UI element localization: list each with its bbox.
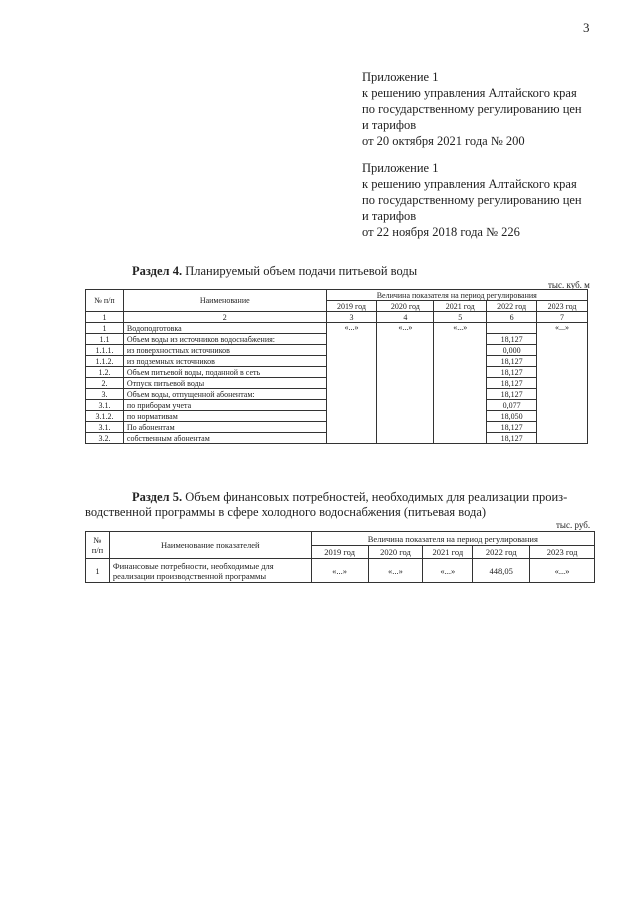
s5-head-2023: 2023 год (530, 546, 595, 559)
s5-head-2019: 2019 год (311, 546, 368, 559)
section4-table (85, 289, 588, 444)
s5-row-2019: «...» (311, 559, 368, 583)
row-num: 1.1.1. (86, 345, 124, 356)
row-num: 1.1.2. (86, 356, 124, 367)
row-name: из подземных источников (123, 356, 326, 367)
appendix-original-line5: от 22 ноября 2018 года № 226 (362, 225, 520, 239)
s5-head-num: № п/п (86, 532, 110, 559)
appendix-current-line3: по государственному регулированию цен (362, 102, 582, 116)
row-name: по нормативам (123, 411, 326, 422)
s5-row-name-line1: Финансовые потребности, необходимые для (112, 560, 274, 571)
s4-colnum: 3 (326, 312, 377, 323)
row-name: из поверхностных источников (123, 345, 326, 356)
section5-title-line2: водственной программы в сфере холодного водоснабжения (питьевая вода) (85, 505, 487, 519)
row-num: 1.1 (86, 334, 124, 345)
section4-title (132, 264, 417, 279)
s4-colnum: 5 (434, 312, 487, 323)
s4-head-period: Величина показателя на период регулирования (326, 290, 587, 301)
section5-title-text1: Объем финансовых потребностей, необходимых для реализации произ- (182, 490, 568, 504)
row-value-2022: 18,127 (487, 422, 537, 433)
appendix-current-line5: от 20 октября 2021 года № 200 (362, 134, 525, 148)
section4-unit: тыс. куб. м (548, 280, 590, 290)
row-num: 3. (86, 389, 124, 400)
s4-head-2020: 2020 год (377, 301, 434, 312)
appendix-current-line4: и тарифов (362, 118, 417, 132)
row-num: 2. (86, 378, 124, 389)
s4-colnum: 6 (487, 312, 537, 323)
s5-head-2020: 2020 год (368, 546, 423, 559)
appendix-original-line1: Приложение 1 (362, 161, 439, 175)
s4-head-2019: 2019 год (326, 301, 377, 312)
s5-row-num: 1 (86, 559, 110, 583)
s4-colnum: 2 (123, 312, 326, 323)
appendix-current-line2: к решению управления Алтайского края (362, 86, 577, 100)
s5-head-period: Величина показателя на период регулирования (311, 532, 594, 546)
s4-value-2019: «...» (326, 323, 377, 444)
s5-row-2023: «...» (530, 559, 595, 583)
row-name: Объем питьевой воды, поданной в сеть (123, 367, 326, 378)
s4-value-2021: «...» (434, 323, 487, 444)
s5-row-2022: 448,05 (473, 559, 530, 583)
row-value-2022: 18,127 (487, 378, 537, 389)
row-value-2022: 18,127 (487, 334, 537, 345)
row-name: По абонентам (123, 422, 326, 433)
section5-title-line1 (132, 490, 567, 505)
section4-title-bold: Раздел 4. (132, 264, 183, 278)
s5-row-name-line2: реализации производственной программы (112, 570, 267, 581)
s5-head-2021: 2021 год (423, 546, 473, 559)
row-num: 3.1. (86, 400, 124, 411)
section5-title-bold: Раздел 5. (132, 490, 183, 504)
section5-unit: тыс. руб. (556, 520, 591, 530)
appendix-current (362, 69, 582, 149)
row-num: 3.2. (86, 433, 124, 444)
row-value-2022: 0,000 (487, 345, 537, 356)
s5-head-name: Наименование показателей (109, 532, 311, 559)
page-number: 3 (583, 20, 590, 35)
s4-head-2022: 2022 год (487, 301, 537, 312)
row-value-2022 (487, 323, 537, 334)
row-num: 1 (86, 323, 124, 334)
section4-title-text: Планируемый объем подачи питьевой воды (182, 264, 418, 278)
table-row (86, 323, 588, 334)
appendix-original-line3: по государственному регулированию цен (362, 193, 582, 207)
appendix-original-line2: к решению управления Алтайского края (362, 177, 577, 191)
row-num: 3.1.2. (86, 411, 124, 422)
row-name: Водоподготовка (123, 323, 326, 334)
s4-value-2023: «...» (537, 323, 588, 444)
s4-head-2021: 2021 год (434, 301, 487, 312)
s4-head-2023: 2023 год (537, 301, 588, 312)
s5-row-name (109, 559, 311, 583)
row-value-2022: 18,127 (487, 356, 537, 367)
s4-colnum: 7 (537, 312, 588, 323)
section5-table (85, 531, 595, 583)
s4-head-name: Наименование (123, 290, 326, 312)
row-name: собственным абонентам (123, 433, 326, 444)
row-name: Объем воды из источников водоснабжения: (123, 334, 326, 345)
s4-colnum: 1 (86, 312, 124, 323)
row-name: Объем воды, отпущенной абонентам: (123, 389, 326, 400)
table-row (86, 559, 595, 583)
row-value-2022: 18,127 (487, 389, 537, 400)
s4-colnum-row (86, 312, 588, 323)
appendix-original (362, 160, 582, 240)
row-num: 1.2. (86, 367, 124, 378)
row-name: по приборам учета (123, 400, 326, 411)
s4-head-num: № п/п (86, 290, 124, 312)
row-value-2022: 18,050 (487, 411, 537, 422)
row-value-2022: 0,077 (487, 400, 537, 411)
appendix-current-line1: Приложение 1 (362, 70, 439, 84)
s4-value-2020: «...» (377, 323, 434, 444)
row-value-2022: 18,127 (487, 367, 537, 378)
s5-head-2022: 2022 год (473, 546, 530, 559)
s5-row-2020: «...» (368, 559, 423, 583)
row-name: Отпуск питьевой воды (123, 378, 326, 389)
row-value-2022: 18,127 (487, 433, 537, 444)
s4-colnum: 4 (377, 312, 434, 323)
appendix-original-line4: и тарифов (362, 209, 417, 223)
s5-row-2021: «...» (423, 559, 473, 583)
row-num: 3.1. (86, 422, 124, 433)
